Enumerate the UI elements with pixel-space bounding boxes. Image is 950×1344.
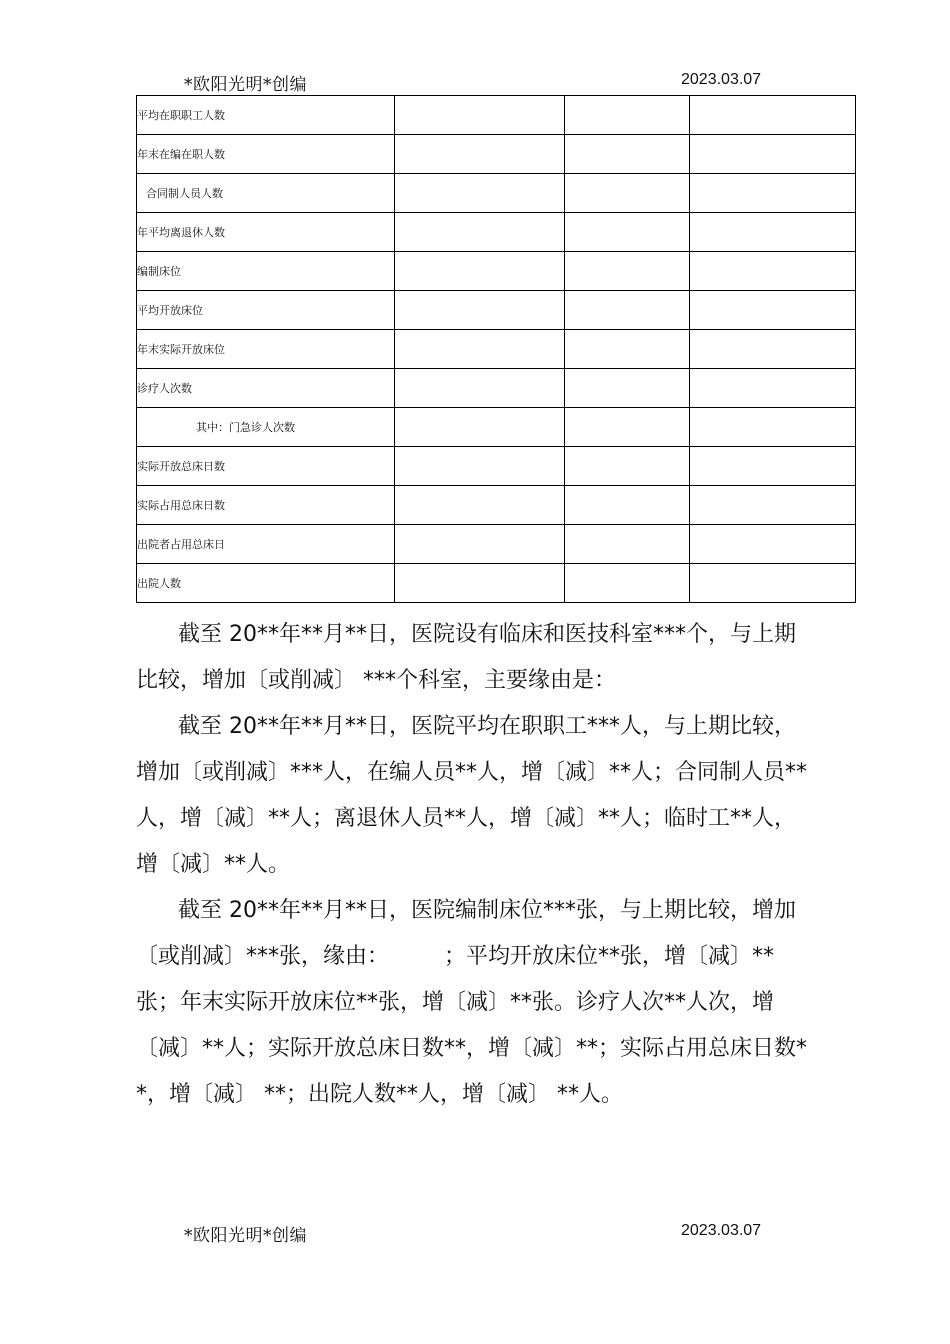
- table-cell: [690, 213, 856, 252]
- paragraph-staff: 截至 20**年**月**日，医院平均在职职工***人，与上期比较，增加〔或削减〕***人，在编人员**人，增〔减〕**人；合同制人员**人，增〔减〕**人；离退休人员**人，增〔减〕**人；临时工**人，增〔减〕**人。: [136, 714, 808, 877]
- table-cell: [565, 369, 690, 408]
- table-row: [137, 408, 856, 447]
- table-cell: [565, 447, 690, 486]
- row-label: 诊疗人次数: [137, 369, 395, 408]
- table-cell: [395, 447, 565, 486]
- table-row: [137, 252, 856, 291]
- table-cell: [395, 369, 565, 408]
- footer-author: *欧阳光明*创编: [184, 1226, 307, 1246]
- footer-date: 2023.03.07: [681, 1222, 762, 1239]
- row-label: 实际开放总床日数: [137, 447, 395, 486]
- row-label: 合同制人员人数: [137, 174, 395, 213]
- table-cell: [395, 213, 565, 252]
- row-label: 年平均离退休人数: [137, 213, 395, 252]
- table-cell: [565, 525, 690, 564]
- table-cell: [565, 252, 690, 291]
- table-row: [137, 564, 856, 603]
- page-footer: [0, 1221, 950, 1245]
- table-cell: [395, 291, 565, 330]
- table-row: [137, 174, 856, 213]
- table-cell: [395, 96, 565, 135]
- table-row: [137, 291, 856, 330]
- table-cell: [565, 486, 690, 525]
- table-cell: [395, 330, 565, 369]
- table-row: [137, 135, 856, 174]
- table-cell: [690, 96, 856, 135]
- table-cell: [690, 525, 856, 564]
- table-cell: [565, 135, 690, 174]
- paragraph-departments: 截至 20**年**月**日，医院设有临床和医技科室***个，与上期比较，增加〔或削减〕 ***个科室，主要缘由是：: [136, 622, 796, 693]
- table-cell: [565, 96, 690, 135]
- row-label: 出院人数: [137, 564, 395, 603]
- table-cell: [395, 252, 565, 291]
- table-cell: [395, 486, 565, 525]
- table-row: [137, 96, 856, 135]
- row-label: 平均在职职工人数: [137, 96, 395, 135]
- table-cell: [395, 525, 565, 564]
- table-cell: [565, 564, 690, 603]
- table-row: [137, 369, 856, 408]
- header-date: 2023.03.07: [681, 71, 762, 88]
- table-row: [137, 525, 856, 564]
- row-label: 年末实际开放床位: [137, 330, 395, 369]
- table-cell: [690, 369, 856, 408]
- row-label: 年末在编在职人数: [137, 135, 395, 174]
- table-cell: [395, 564, 565, 603]
- table-cell: [565, 213, 690, 252]
- row-label: 编制床位: [137, 252, 395, 291]
- table-cell: [395, 408, 565, 447]
- table-cell: [690, 330, 856, 369]
- table-cell: [690, 447, 856, 486]
- table-cell: [395, 135, 565, 174]
- table-cell: [565, 291, 690, 330]
- table-cell: [690, 486, 856, 525]
- page-header: [0, 70, 950, 94]
- table-cell: [690, 174, 856, 213]
- table-cell: [395, 174, 565, 213]
- table-cell: [690, 135, 856, 174]
- report-body: [136, 612, 816, 1118]
- table-row: [137, 330, 856, 369]
- table-cell: [690, 291, 856, 330]
- table-cell: [565, 330, 690, 369]
- header-author: *欧阳光明*创编: [184, 75, 307, 95]
- table-row: [137, 447, 856, 486]
- table-row: [137, 486, 856, 525]
- hospital-stats-table: [136, 95, 856, 603]
- row-label: 出院者占用总床日: [137, 525, 395, 564]
- row-label: 平均开放床位: [137, 291, 395, 330]
- table-cell: [690, 564, 856, 603]
- table-row: [137, 213, 856, 252]
- table-cell: [565, 174, 690, 213]
- row-label: 实际占用总床日数: [137, 486, 395, 525]
- table-cell: [690, 408, 856, 447]
- table-cell: [565, 408, 690, 447]
- table-cell: [690, 252, 856, 291]
- row-label: 其中：门急诊人次数: [137, 408, 395, 447]
- paragraph-beds: 截至 20**年**月**日，医院编制床位***张，与上期比较，增加〔或削减〕***张，缘由： ；平均开放床位**张，增〔减〕**张；年末实际开放床位**张，增〔减〕**张。诊疗人次**人次，增〔减〕**人；实际开放总床日数**，增〔减〕**；实际占用总床日数**，增〔减〕 **；出院人数**人，增〔减〕 **人。: [136, 898, 808, 1107]
